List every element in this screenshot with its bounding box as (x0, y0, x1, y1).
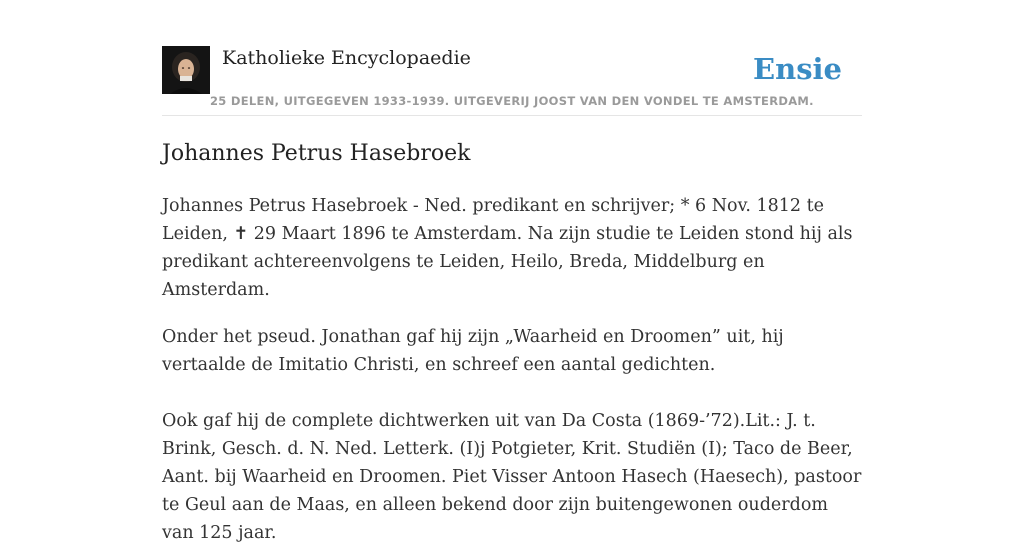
site-header (162, 46, 862, 116)
article-paragraph: Johannes Petrus Hasebroek - Ned. predikant en schrijver; * 6 Nov. 1812 te Leiden, ✝ 29 Maart 1896 te Amsterdam. Na zijn studie te Leiden stond hij als predikant achtereenvolgens te Leiden, Heilo, Breda, Middelburg en Amsterdam. (162, 196, 853, 300)
article (162, 138, 862, 547)
article-paragraph: Onder het pseud. Jonathan gaf hij zijn „Waarheid en Droomen” uit, hij vertaalde de Imitatio Christi, en schreef een aantal gedichten. (162, 327, 784, 375)
portrait-avatar-icon[interactable] (162, 46, 210, 94)
page-title: Johannes Petrus Hasebroek (162, 141, 471, 166)
site-subtitle: 25 DELEN, UITGEGEVEN 1933-1939. UITGEVERIJ JOOST VAN DEN VONDEL TE AMSTERDAM. (210, 94, 814, 108)
site-title[interactable]: Katholieke Encyclopaedie (222, 47, 471, 69)
brand-logo[interactable]: Ensie (753, 52, 842, 86)
article-paragraph: Ook gaf hij de complete dichtwerken uit van Da Costa (1869-’72).Lit.: J. t. Brink, Gesch. d. N. Ned. Letterk. (I)j Potgieter, Krit. Studiën (I); Taco de Beer, Aant. bij Waarheid en Droomen. Piet Visser Antoon Hasech (Haesech), pastoor te Geul aan de Maas, en alleen bekend door zijn buitengewonen ouderdom van 125 jaar. (162, 411, 862, 543)
